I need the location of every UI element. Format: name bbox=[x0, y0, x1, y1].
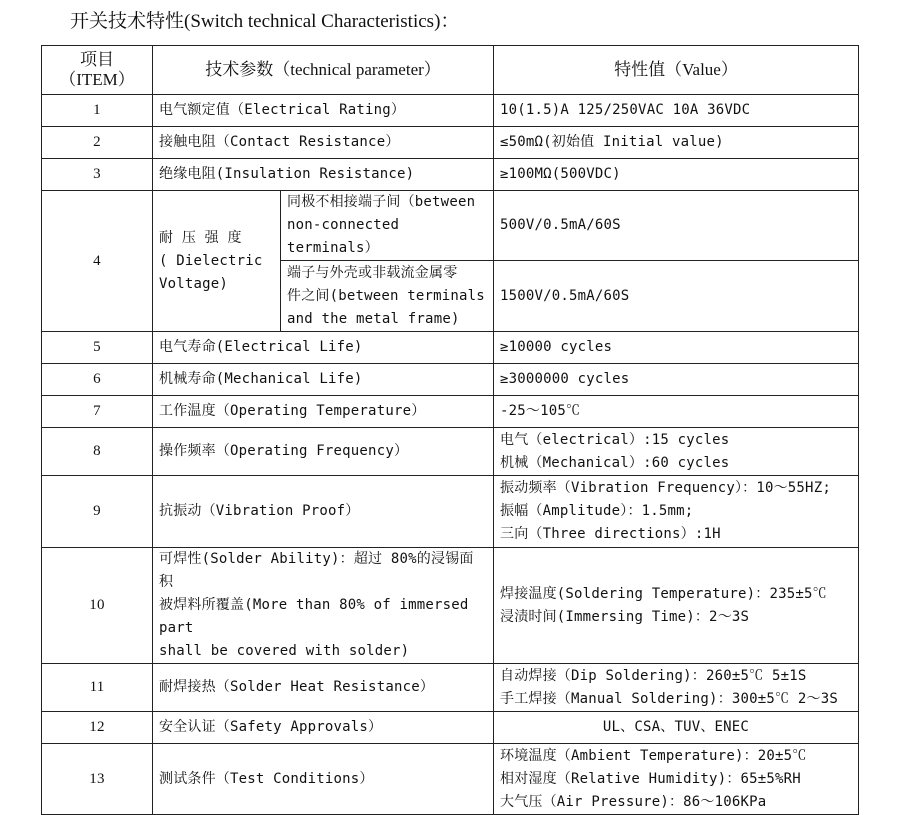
header-value: 特性值（Value） bbox=[494, 46, 859, 95]
table-row bbox=[42, 95, 859, 127]
row-param: 安全认证（Safety Approvals） bbox=[153, 712, 494, 744]
row-param: 绝缘电阻(Insulation Resistance) bbox=[153, 159, 494, 191]
row-value: UL、CSA、TUV、ENEC bbox=[494, 712, 859, 744]
table-row bbox=[42, 332, 859, 364]
row-value: 环境温度（Ambient Temperature)：20±5℃ 相对湿度（Relative Humidity)：65±5%RH 大气压（Air Pressure)：86～106KPa bbox=[494, 744, 859, 815]
table-row bbox=[42, 476, 859, 548]
row-item-number: 13 bbox=[42, 744, 153, 815]
table-row bbox=[42, 712, 859, 744]
row-item-number: 4 bbox=[42, 191, 153, 332]
row-item-number: 3 bbox=[42, 159, 153, 191]
row-param: 可焊性(Solder Ability)：超过 80%的浸锡面积 被焊料所覆盖(More than 80% of immersed part shall be covered with solder) bbox=[153, 548, 494, 664]
row-item-number: 1 bbox=[42, 95, 153, 127]
row-param: 测试条件（Test Conditions） bbox=[153, 744, 494, 815]
row-value: 自动焊接（Dip Soldering)：260±5℃ 5±1S 手工焊接（Manual Soldering)：300±5℃ 2～3S bbox=[494, 664, 859, 712]
characteristics-table bbox=[41, 45, 859, 815]
table-row bbox=[42, 159, 859, 191]
row-param: 抗振动（Vibration Proof） bbox=[153, 476, 494, 548]
table-row bbox=[42, 548, 859, 664]
row-param: 机械寿命(Mechanical Life) bbox=[153, 364, 494, 396]
table-row bbox=[42, 664, 859, 712]
row-item-number: 5 bbox=[42, 332, 153, 364]
row-value: ≤50mΩ(初始值 Initial value) bbox=[494, 127, 859, 159]
row-item-number: 6 bbox=[42, 364, 153, 396]
header-param: 技术参数（technical parameter） bbox=[153, 46, 494, 95]
row-param: 耐 压 强 度 ( Dielectric Voltage) bbox=[153, 191, 281, 332]
row-item-number: 10 bbox=[42, 548, 153, 664]
row-item-number: 2 bbox=[42, 127, 153, 159]
row-item-number: 9 bbox=[42, 476, 153, 548]
row-item-number: 7 bbox=[42, 396, 153, 428]
header-item: 项目 （ITEM） bbox=[42, 46, 153, 95]
page-title: 开关技术特性(Switch technical Characteristics)： bbox=[70, 11, 460, 32]
row-value: 1500V/0.5mA/60S bbox=[494, 261, 859, 332]
row-value: 500V/0.5mA/60S bbox=[494, 191, 859, 261]
row-param: 电气额定值（Electrical Rating） bbox=[153, 95, 494, 127]
table-row bbox=[42, 364, 859, 396]
row-param: 电气寿命(Electrical Life) bbox=[153, 332, 494, 364]
row-sub-label: 端子与外壳或非载流金属零 件之间(between terminals and the metal frame) bbox=[281, 261, 494, 332]
row-sub-label: 同极不相接端子间（between non-connected terminals） bbox=[281, 191, 494, 261]
row-value: 电气（electrical）:15 cycles 机械（Mechanical）:60 cycles bbox=[494, 428, 859, 476]
row-value: ≥3000000 cycles bbox=[494, 364, 859, 396]
table-row bbox=[42, 396, 859, 428]
table-row bbox=[42, 428, 859, 476]
row-item-number: 8 bbox=[42, 428, 153, 476]
row-value: 焊接温度(Soldering Temperature)：235±5℃ 浸渍时间(Immersing Time)：2～3S bbox=[494, 548, 859, 664]
row-param: 耐焊接热（Solder Heat Resistance） bbox=[153, 664, 494, 712]
row-item-number: 12 bbox=[42, 712, 153, 744]
row-item-number: 11 bbox=[42, 664, 153, 712]
row-param: 操作频率（Operating Frequency） bbox=[153, 428, 494, 476]
row-param: 工作温度（Operating Temperature） bbox=[153, 396, 494, 428]
row-param: 接触电阻（Contact Resistance） bbox=[153, 127, 494, 159]
row-value: -25～105℃ bbox=[494, 396, 859, 428]
table-header-row bbox=[42, 46, 859, 95]
table-row bbox=[42, 127, 859, 159]
row-value: 振动频率（Vibration Frequency）：10～55HZ; 振幅（Amplitude）：1.5mm; 三向（Three directions）:1H bbox=[494, 476, 859, 548]
table-row bbox=[42, 744, 859, 815]
table-row bbox=[42, 191, 859, 261]
row-value: 10(1.5)A 125/250VAC 10A 36VDC bbox=[494, 95, 859, 127]
row-value: ≥10000 cycles bbox=[494, 332, 859, 364]
row-value: ≥100MΩ(500VDC) bbox=[494, 159, 859, 191]
